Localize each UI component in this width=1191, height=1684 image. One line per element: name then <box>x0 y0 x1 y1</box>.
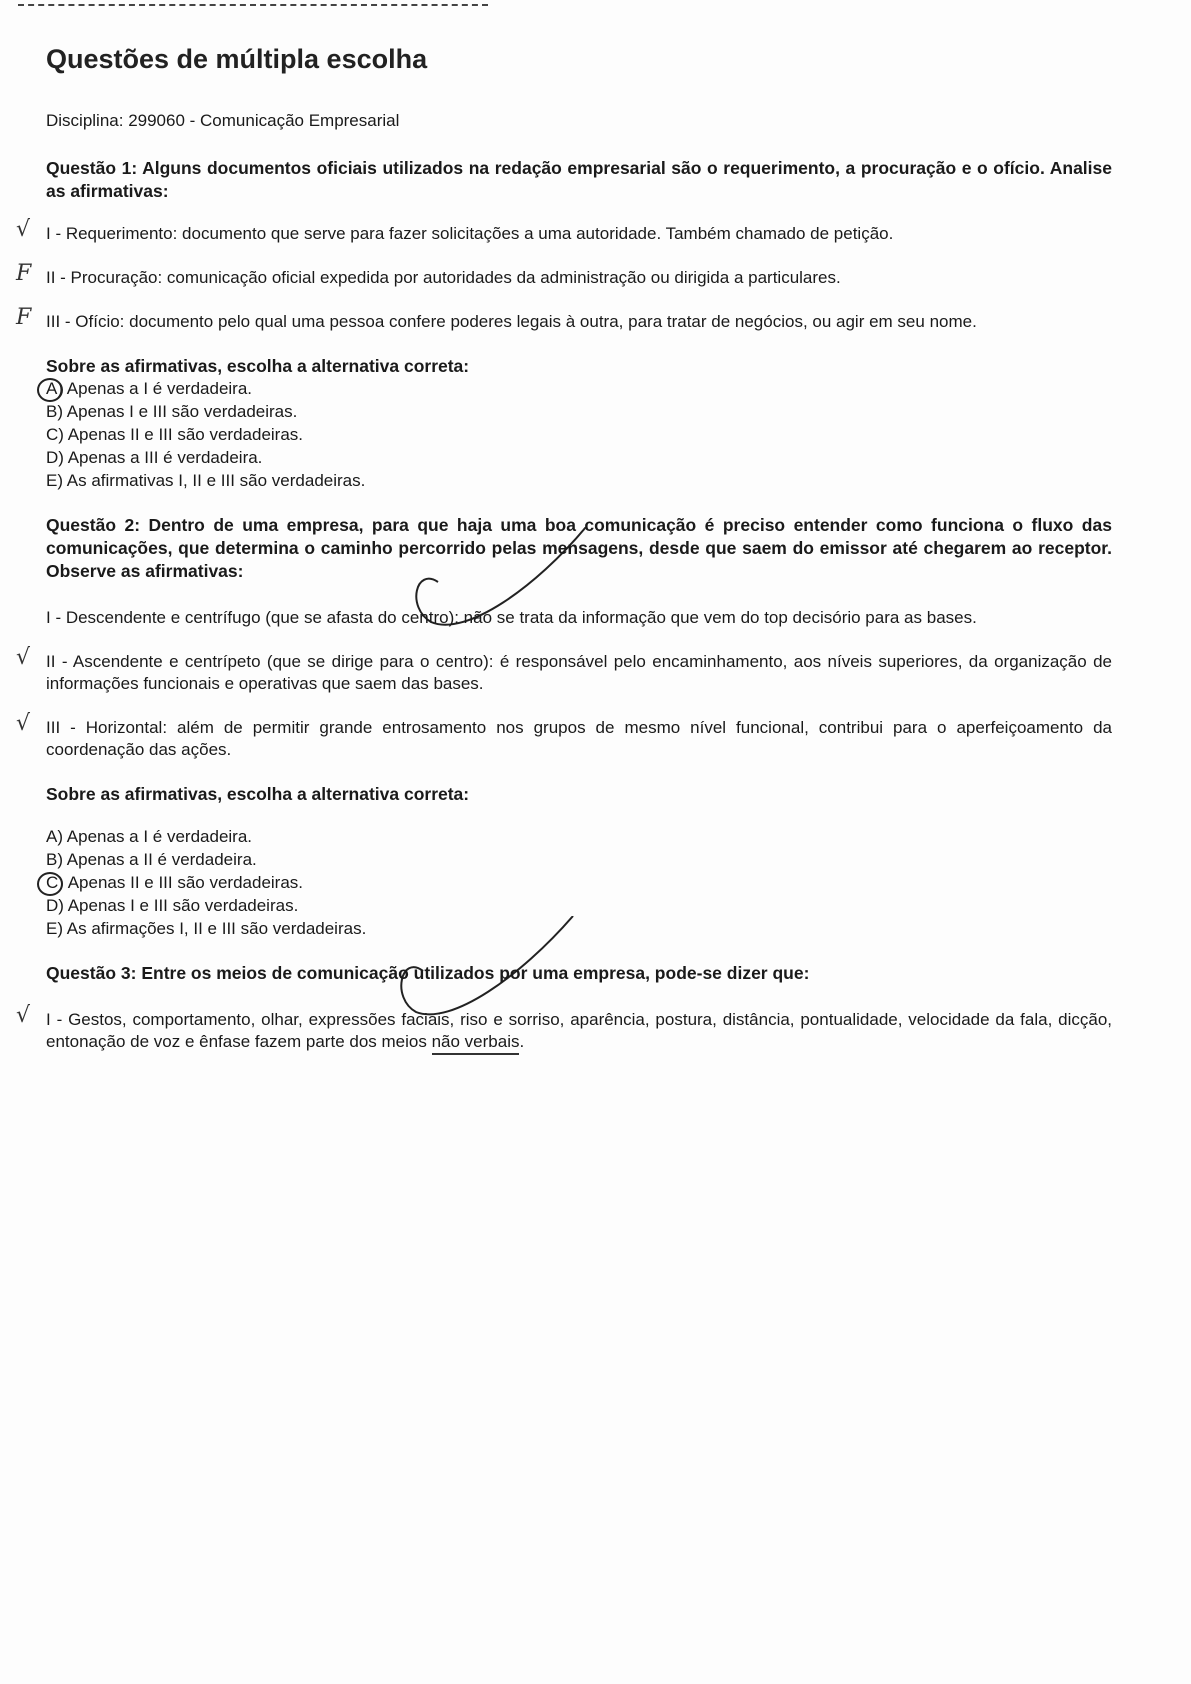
question-1-text: Alguns documentos oficiais utilizados na redação empresarial são o requerimento, a procuração e o ofício. Analise as afirmativas: <box>46 158 1112 201</box>
q1-statement-1-text: I - Requerimento: documento que serve para fazer solicitações a uma autoridade. Também chamado de petição. <box>46 224 894 243</box>
q1-option-a[interactable]: A) Apenas a I é verdadeira. <box>46 377 1112 400</box>
question-2-text: Dentro de uma empresa, para que haja uma boa comunicação é preciso entender como funciona o fluxo das comunicações, que determina o caminho percorrido pelas mensagens, desde que saem do emissor até chegarem ao receptor. Observe as afirmativas: <box>46 515 1112 581</box>
q1-prompt: Sobre as afirmativas, escolha a alternativa correta: <box>46 356 470 376</box>
q2-option-c[interactable]: C) Apenas II e III são verdadeiras. <box>46 871 1112 894</box>
q2-statement-3 <box>16 711 1112 761</box>
q2-statement-2 <box>16 645 1112 695</box>
q2-statement-2-text: II - Ascendente e centrípeto (que se dirige para o centro): é responsável pelo encaminhamento, aos níveis superiores, da organização de informações funcionais e operativas que saem das bases. <box>46 652 1112 693</box>
question-3-label: Questão 3: <box>46 963 137 983</box>
q1-option-e[interactable]: E) As afirmativas I, II e III são verdadeiras. <box>46 471 366 490</box>
question-2-heading <box>46 514 1112 583</box>
question-1 <box>16 157 1112 492</box>
q1-options <box>46 377 1112 492</box>
question-1-heading <box>46 157 1112 203</box>
q1-option-d[interactable]: D) Apenas a III é verdadeira. <box>46 448 263 467</box>
q2-option-a[interactable]: A) Apenas a I é verdadeira. <box>46 827 253 846</box>
q1-statement-3 <box>16 305 1112 333</box>
q2-statement-1 <box>46 607 1112 629</box>
question-2-label: Questão 2: <box>46 515 141 535</box>
q1-statement-2-text: II - Procuração: comunicação oficial expedida por autoridades da administração ou dirigida a particulares. <box>46 268 841 287</box>
q2-statement-3-mark: √ <box>16 711 31 736</box>
q1-statement-2-mark: F <box>16 261 32 286</box>
question-3-text: Entre os meios de comunicação utilizados por uma empresa, pode-se dizer que: <box>141 963 810 983</box>
q1-option-c[interactable]: C) Apenas II e III são verdadeiras. <box>46 425 304 444</box>
question-2 <box>16 514 1112 940</box>
q2-option-b[interactable]: B) Apenas a II é verdadeira. <box>46 850 257 869</box>
q2-statement-3-text: III - Horizontal: além de permitir grande entrosamento nos grupos de mesmo nível funcional, contribui para o aperfeiçoamento da coordenação das ações. <box>46 718 1112 759</box>
q3-statement-1-text: I - Gestos, comportamento, olhar, expressões faciais, riso e sorriso, aparência, postura, distância, pontualidade, velocidade da fala, dicção, entonação de voz e ênfase fazem parte dos meios <box>46 1010 1112 1051</box>
top-dashed-rule <box>18 4 488 6</box>
question-3 <box>16 962 1112 1053</box>
q1-option-b[interactable]: B) Apenas I e III são verdadeiras. <box>46 402 298 421</box>
q2-prompt: Sobre as afirmativas, escolha a alternativa correta: <box>46 784 470 804</box>
q3-statement-1-mark: √ <box>16 1003 31 1028</box>
document-body <box>16 44 1112 1053</box>
q3-statement-1 <box>16 1003 1112 1053</box>
page-title: Questões de múltipla escolha <box>46 44 428 74</box>
q1-statement-3-text: III - Ofício: documento pelo qual uma pessoa confere poderes legais à outra, para tratar de negócios, ou agir em seu nome. <box>46 312 977 331</box>
q2-option-d[interactable]: D) Apenas I e III são verdadeiras. <box>46 896 299 915</box>
q3-statement-end: . <box>519 1032 525 1051</box>
discipline-line: Disciplina: 299060 - Comunicação Empresarial <box>46 111 400 130</box>
q2-statement-2-mark: √ <box>16 645 31 670</box>
question-3-heading <box>46 962 1112 985</box>
q2-option-e[interactable]: E) As afirmações I, II e III são verdadeiras. <box>46 919 367 938</box>
q2-statement-1-text: I - Descendente e centrífugo (que se afasta do centro): não se trata da informação que vem do top decisório para as bases. <box>46 608 977 627</box>
q1-statement-1-mark: √ <box>16 217 31 242</box>
q1-statement-2 <box>16 261 1112 289</box>
q3-underlined-term: não verbais <box>432 1032 520 1055</box>
question-1-label: Questão 1: <box>46 158 138 178</box>
q1-statement-1 <box>16 217 1112 245</box>
q1-statement-3-mark: F <box>16 305 32 330</box>
